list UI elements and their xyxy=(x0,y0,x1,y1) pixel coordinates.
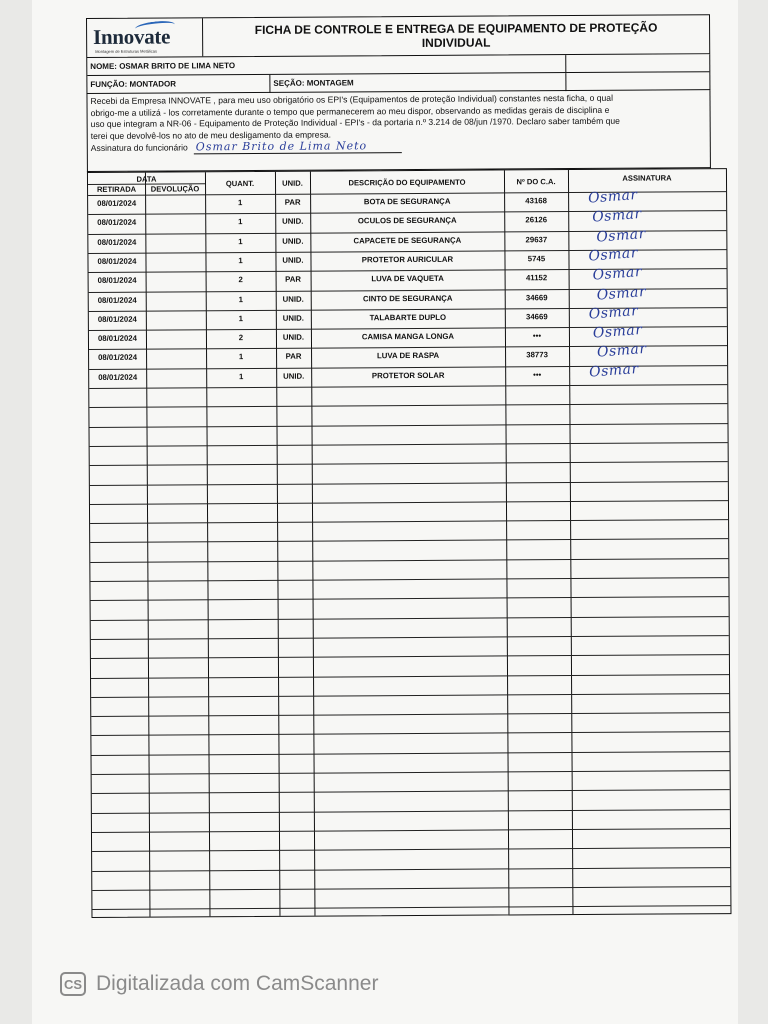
quantity-cell: 1 xyxy=(238,352,244,362)
ca-number-cell: 26126 xyxy=(525,215,548,225)
row-signature: Osmar xyxy=(591,206,643,226)
row-signature: Osmar xyxy=(596,283,647,304)
declaration-line: uso que integram a NR-06 - Equipamento de Proteção Individual - EPI's - da portaria n.º 3.214 de 08/jun /1970. Declaro saber também que xyxy=(90,115,620,130)
camscanner-text: Digitalizada com CamScanner xyxy=(96,972,379,995)
logo-wordmark: Innovate xyxy=(93,24,171,49)
row-signature: Osmar xyxy=(592,321,643,342)
row-divider xyxy=(89,423,727,428)
quantity-cell: 1 xyxy=(238,371,244,381)
quantity-cell: 1 xyxy=(238,217,243,227)
row-divider xyxy=(92,809,730,814)
column-divider xyxy=(145,173,151,917)
ca-number-cell: 41152 xyxy=(525,273,548,283)
row-divider xyxy=(90,538,728,543)
row-divider xyxy=(91,596,729,601)
divider xyxy=(565,73,566,91)
row-divider xyxy=(92,828,730,833)
ca-number-cell: 43168 xyxy=(525,196,547,206)
camscanner-watermark xyxy=(60,972,378,996)
quantity-cell: 2 xyxy=(238,275,243,285)
row-divider xyxy=(92,905,730,910)
divider xyxy=(565,55,566,72)
declaration-line: obrigo-me a utilizá - los corretamente durante o tempo que permanecerem ao meu dispor, observando as medidas gerais de disciplina e xyxy=(90,104,610,118)
row-divider xyxy=(89,403,727,408)
unit-cell: UNID. xyxy=(282,294,304,304)
unit-cell: UNID. xyxy=(282,236,304,246)
ca-number-cell: ••• xyxy=(532,331,542,341)
withdrawal-date: 08/01/2024 xyxy=(97,198,137,208)
row-divider xyxy=(90,500,728,505)
description-cell: CINTO DE SEGURANÇA xyxy=(362,293,453,303)
declaration-line: Recebi da Empresa INNOVATE , para meu uso obrigatório os EPI's (Equipamentos de proteção Individual) constantes nesta ficha, o qual xyxy=(90,92,614,106)
description-header: DESCRIÇÃO DO EQUIPAMENTO xyxy=(348,177,466,188)
unit-cell: UNID. xyxy=(282,332,305,342)
description-cell: PROTETOR AURICULAR xyxy=(361,254,454,265)
description-cell: CAMISA MANGA LONGA xyxy=(361,331,455,342)
row-signature: Osmar xyxy=(588,360,640,381)
withdrawal-date: 08/01/2024 xyxy=(98,372,138,382)
divider xyxy=(269,75,270,93)
unit-cell: UNID. xyxy=(282,216,304,227)
employee-function: FUNÇÃO: MONTADOR xyxy=(90,79,177,89)
withdrawal-date: 08/01/2024 xyxy=(98,353,138,363)
row-divider xyxy=(90,577,728,582)
quantity-cell: 2 xyxy=(238,333,244,343)
camscanner-icon: CS xyxy=(60,972,86,996)
row-divider xyxy=(90,442,728,447)
unit-cell: PAR xyxy=(285,352,302,362)
ca-number-cell: 5745 xyxy=(527,254,546,264)
row-divider xyxy=(90,558,728,563)
row-divider xyxy=(90,519,728,524)
employee-section: SEÇÃO: MONTAGEM xyxy=(273,78,354,88)
row-divider xyxy=(90,481,728,486)
withdrawal-header: RETIRADA xyxy=(96,184,137,194)
quantity-cell: 1 xyxy=(237,198,243,208)
row-divider xyxy=(92,789,730,794)
unit-cell: PAR xyxy=(284,197,301,207)
return-header: DEVOLUÇÃO xyxy=(150,184,200,194)
row-divider xyxy=(91,693,729,698)
row-divider xyxy=(91,731,729,736)
form-title-line1: FICHA DE CONTROLE E ENTREGA DE EQUIPAMENTO DE PROTEÇÃO xyxy=(254,20,658,37)
ca-number-cell: ••• xyxy=(533,369,542,379)
row-divider xyxy=(91,616,729,621)
equipment-table xyxy=(87,168,732,918)
withdrawal-date: 08/01/2024 xyxy=(97,314,137,324)
date-header: DATA xyxy=(136,174,157,184)
row-signature: Osmar xyxy=(592,264,643,284)
quantity-cell: 1 xyxy=(238,255,243,265)
ca-number-cell: 38773 xyxy=(526,350,548,360)
quantity-cell: 1 xyxy=(238,236,243,246)
form-header xyxy=(86,14,710,58)
description-cell: CAPACETE DE SEGURANÇA xyxy=(353,235,462,245)
description-cell: LUVA DE VAQUETA xyxy=(371,274,444,284)
row-signature: Osmar xyxy=(587,186,639,207)
row-divider xyxy=(90,461,728,466)
employee-info xyxy=(86,54,710,94)
employee-name: NOME: OSMAR BRITO DE LIMA NETO xyxy=(90,61,236,71)
company-logo xyxy=(87,18,203,57)
declaration-line: terei que devolvê-los no ato de meu desligamento da empresa. xyxy=(90,129,332,141)
quantity-cell: 1 xyxy=(238,294,243,304)
unit-cell: UNID. xyxy=(283,371,305,381)
row-divider xyxy=(92,867,730,872)
logo-subtitle: Montagem de Estruturas Metálicas xyxy=(95,48,158,54)
employee-signature: Osmar Brito de Lima Neto xyxy=(194,140,402,154)
ca-number-cell: 29637 xyxy=(525,234,548,244)
row-signature: Osmar xyxy=(588,302,639,323)
epi-control-form xyxy=(86,14,732,922)
description-cell: OCULOS DE SEGURANÇA xyxy=(357,216,457,226)
unit-cell: PAR xyxy=(285,274,302,284)
row-divider xyxy=(89,384,727,389)
withdrawal-date: 08/01/2024 xyxy=(97,295,137,305)
form-title xyxy=(203,15,709,56)
signature-header: ASSINATURA xyxy=(622,173,672,183)
row-divider xyxy=(91,674,729,679)
row-divider xyxy=(91,712,729,717)
row-divider xyxy=(91,635,729,640)
description-cell: PROTETOR SOLAR xyxy=(371,370,445,380)
withdrawal-date: 08/01/2024 xyxy=(97,256,137,266)
ca-number-cell: 34669 xyxy=(525,292,548,302)
withdrawal-date: 08/01/2024 xyxy=(97,237,137,247)
description-cell: TALABARTE DUPLO xyxy=(369,312,447,323)
quantity-header: QUANT. xyxy=(225,178,255,189)
row-signature: Osmar xyxy=(596,341,648,361)
row-divider xyxy=(92,847,730,852)
unit-header: UNID. xyxy=(282,178,303,188)
withdrawal-date: 08/01/2024 xyxy=(97,275,137,286)
ca-header: Nº DO C.A. xyxy=(516,177,556,187)
declaration-text xyxy=(86,90,710,172)
row-divider xyxy=(92,886,730,891)
withdrawal-date: 08/01/2024 xyxy=(97,333,138,344)
row-divider xyxy=(91,654,729,659)
withdrawal-date: 08/01/2024 xyxy=(97,217,137,228)
column-divider xyxy=(568,170,574,914)
row-divider xyxy=(92,751,730,756)
ca-number-cell: 34669 xyxy=(525,311,548,322)
row-divider xyxy=(92,770,730,775)
signature-label: Assinatura do funcionário xyxy=(90,142,188,154)
quantity-cell: 1 xyxy=(238,313,244,323)
description-cell: BOTA DE SEGURANÇA xyxy=(363,196,451,207)
row-signature: Osmar xyxy=(587,244,639,265)
row-signature: Osmar xyxy=(595,225,647,246)
description-cell: LUVA DE RASPA xyxy=(376,351,440,361)
unit-cell: UNID. xyxy=(282,255,304,265)
form-title-line2: INDIVIDUAL xyxy=(421,35,491,50)
unit-cell: UNID. xyxy=(282,313,304,323)
